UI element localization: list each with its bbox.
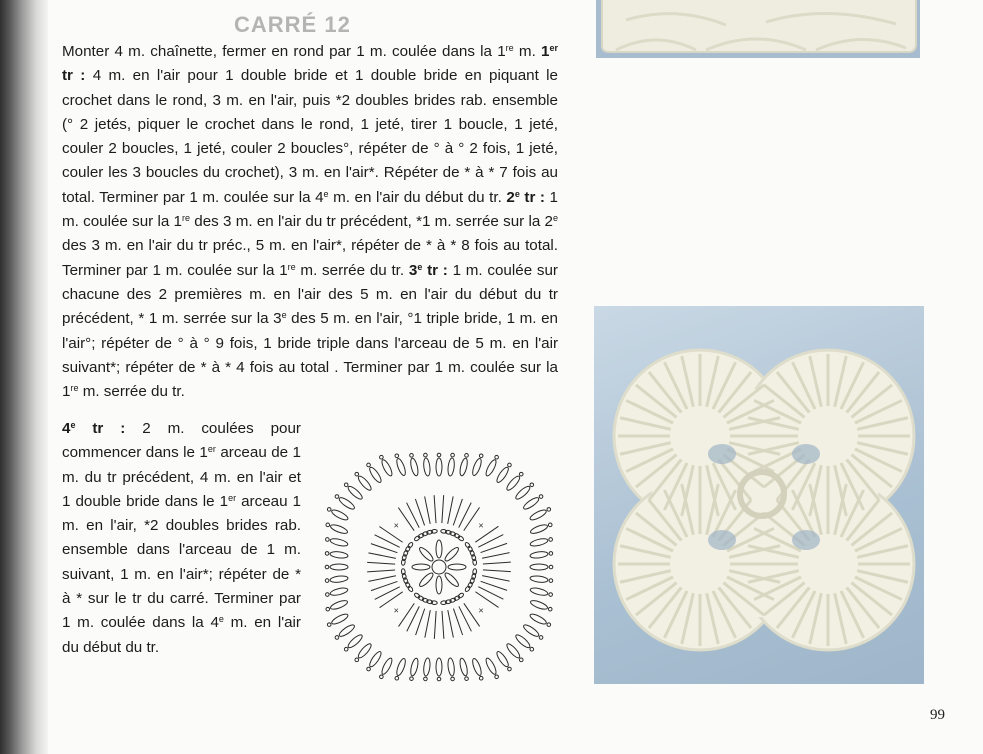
svg-text:×: × (478, 605, 484, 616)
book-gutter-shadow (0, 0, 48, 754)
row1-label: 1er tr : (62, 43, 558, 85)
instructions-text (62, 40, 558, 404)
crochet-square-photo (594, 306, 924, 684)
svg-text:×: × (393, 605, 399, 616)
svg-text:×: × (393, 520, 399, 531)
crochet-chart-diagram (314, 442, 564, 692)
crochet-square-photo-top (596, 0, 920, 58)
book-page (48, 0, 983, 754)
intro-paragraph: Monter 4 m. chaînette, fermer en rond par 1 m. coulée dans la 1re m. 1er tr : 4 m. en l'air pour 1 double bride et 1 double bride en piquant le crochet dans le rond, 3 m. en l'air, puis *2 doubles brides rab. ensemble (° 2 jetés, piquer le crochet dans le rond, 1 jeté, tirer 1 boucle, 1 jeté, couler 2 boucles, 1 jeté, couler 2 boucles°, répéter de ° à ° 2 fois, 1 jeté, couler les 3 boucles du crochet), 3 m. en l'air*. Répéter de * à * 7 fois au total. Terminer par 1 m. coulée sur la 4e m. en l'air du début du tr. 2e tr : 1 m. coulée sur la 1re des 3 m. en l'air du tr précédent, *1 m. serrée sur la 2e des 3 m. en l'air du tr préc., 5 m. en l'air*, répéter de * à * 8 fois au total. Terminer par 1 m. coulée sur la 1re m. serrée du tr. 3e tr : 1 m. coulée sur chacune des 2 premières m. en l'air des 5 m. en l'air du début du tr précédent, * 1 m. serrée sur la 3e des 5 m. en l'air, °1 triple bride, 1 m. en l'air°; répéter de ° à ° 9 fois, 1 bride triple dans l'arceau de 5 m. en l'air suivant*; répéter de * à * 4 fois au total . Terminer par 1 m. coulée sur la 1re m. serrée du tr. (62, 43, 558, 401)
row2-label: 2e tr : (506, 188, 545, 206)
pattern-title: CARRÉ 12 (234, 12, 351, 37)
svg-text:×: × (478, 520, 484, 531)
row4-label: 4e tr : (62, 420, 126, 437)
row4-paragraph: 4e tr : 2 m. coulées pour commencer dans le 1er arceau de 1 m. du tr précédent, 4 m. en l'air et 1 double bride dans le 1er arceau 1 m. en l'air, *2 doubles brides rab. ensemble dans l'arceau de 1 m. suivant, 1 m. en l'air*; répéter de * à * sur le tr du carré. Terminer par 1 m. coulée dans la 4e m. en l'air du début du tr. (62, 420, 301, 656)
page-number: 99 (930, 707, 945, 723)
row3-label: 3e tr : (408, 261, 448, 279)
